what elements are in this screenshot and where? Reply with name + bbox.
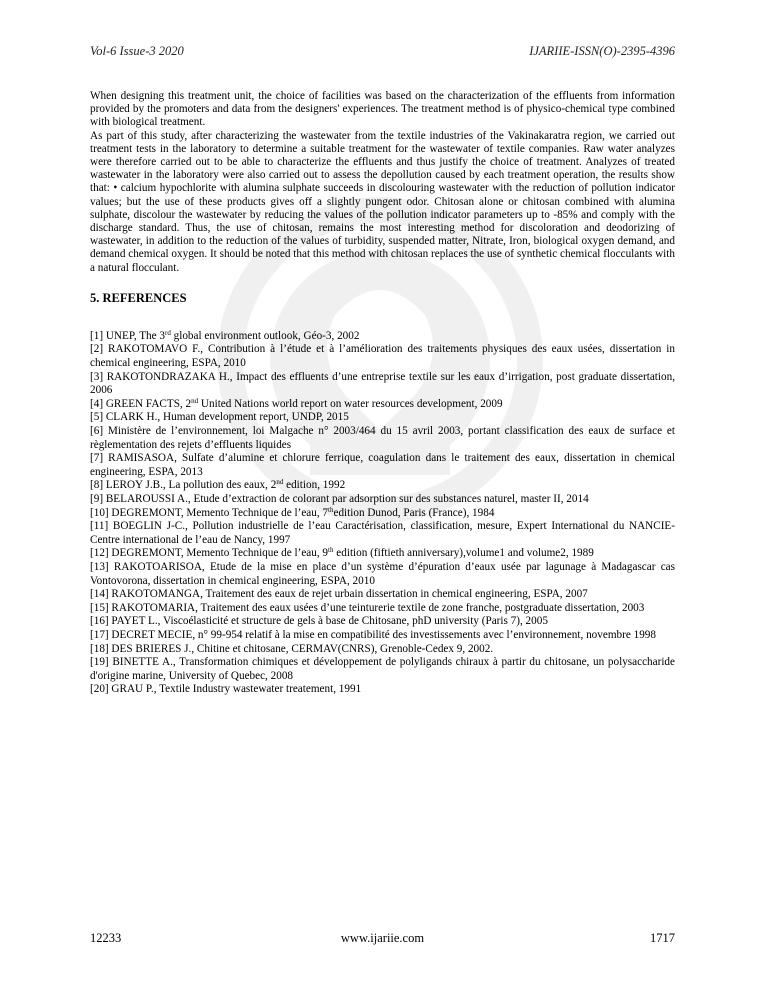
reference-item: [16] PAYET L., Viscoélasticité et structure de gels à base de Chitosane, phD university (Paris 7), 2005 [90, 615, 548, 628]
body-paragraph: When designing this treatment unit, the choice of facilities was based on the characterization of the effluents from information provided by the promoters and data from the designers' experiences. The treatment method is of physico-chemical type combined with biological treatment. [90, 90, 675, 129]
reference-item: [20] GRAU P., Textile Industry wastewater treatement, 1991 [90, 683, 362, 696]
reference-item: [15] RAKOTOMARIA, Traitement des eaux usées d’une teinturerie textile de zone franche, postgraduate dissertation, 2003 [90, 601, 645, 614]
reference-item: [4] GREEN FACTS, 2nd United Nations world report on water resources development, 2009 [90, 396, 503, 410]
reference-item: [19] BINETTE A., Transformation chimiques et développement de polyligands chiraux à partir du chitosane, un polysaccharide d'origine marine, University of Quebec, 2008 [90, 656, 675, 682]
reference-item: [9] BELAROUSSI A., Etude d’extraction de colorant par adsorption sur des substances naturel, master II, 2014 [90, 492, 589, 505]
section-title: 5. REFERENCES [90, 290, 187, 305]
page-header [90, 44, 675, 60]
reference-item: [17] DECRET MECIE, n° 99-954 relatif à la mise en compatibilité des investissements avec l’environnement, novembre 1998 [90, 628, 656, 641]
reference-item: [6] Ministère de l’environnement, loi Malgache n° 2003/464 du 15 avril 2003, portant classification des eaux de surface et règlementation des rejets d’effluents liquides [90, 425, 675, 451]
reference-item: [7] RAMISASOA, Sulfate d’alumine et chlorure ferrique, coagulation dans le traitement des eaux, dissertation in chemical engineering, ESPA, 2013 [90, 452, 675, 478]
page-content [90, 90, 675, 697]
reference-item: [18] DES BRIERES J., Chitine et chitosane, CERMAV(CNRS), Grenoble-Cedex 9, 2002. [90, 642, 494, 655]
reference-list [90, 330, 675, 697]
reference-item: [8] LEROY J.B., La pollution des eaux, 2nd edition, 1992 [90, 478, 346, 492]
body-paragraph: As part of this study, after characterizing the wastewater from the textile industries of the Vakinakaratra region, we carried out treatment tests in the laboratory to determine a suitable treatment for the wastewater of textile companies. Raw water analyzes were therefore carried out to be able to characterize the effluents and thus justify the choice of treatment. Analyzes of treated wastewater in the laboratory were also carried out to assess the depollution caused by each treatment operation, the results show that: • calcium hypochlorite with alumina sulphate succeeds in discolouring wastewater with the reduction of pollution indicator values; but the use of these products gives off a slightly pungent odor. Chitosan alone or chitosan combined with alumina sulphate, discolour the wastewater by reducing the values of the pollution indicator parameters up to -85% and comply with the discharge standard. Thus, the use of chitosan, remains the most interesting method for discoloration and deodorizing of wastewater, in addition to the reduction of the values of turbidity, suspended matter, Nitrate, Iron, biological oxygen demand, and demand chemical oxygen. It should be noted that this method with chitosan replaces the use of synthetic chemical flocculants with a natural flocculant. [90, 129, 675, 274]
reference-item: [13] RAKOTOARISOA, Etude de la mise en place d’un système d’épuration d’eaux usée par lagunage à Madagascar cas Vontovorona, dissertation in chemical engineering, ESPA, 2010 [90, 560, 675, 587]
reference-item: [3] RAKOTONDRAZAKA H., Impact des effluents d’une entreprise textile sur les eaux d’irrigation, post graduate dissertation, 2006 [90, 370, 675, 397]
page-footer [90, 931, 675, 947]
page-number: 1717 [650, 931, 675, 945]
reference-item: [12] DEGREMONT, Memento Technique de l’eau, 9th edition (fiftieth anniversary),volume1 and volume2, 1989 [90, 546, 594, 560]
reference-item: [5] CLARK H., Human development report, UNDP, 2015 [90, 411, 349, 424]
reference-item: [14] RAKOTOMANGA, Traitement des eaux de rejet urbain dissertation in chemical engineering, ESPA, 2007 [90, 588, 588, 601]
reference-item: [1] UNEP, The 3rd global environment outlook, Géo-3, 2002 [90, 328, 360, 342]
journal-issn: IJARIIE-ISSN(O)-2395-4396 [529, 44, 675, 58]
journal-volume: Vol-6 Issue-3 2020 [90, 44, 184, 58]
paper-id: 12233 [90, 931, 122, 945]
reference-item: [11] BOEGLIN J-C., Pollution industrielle de l’eau Caractérisation, classification, mesure, Expert International du NANCIE-Centre international de l’eau de Nancy, 1997 [90, 520, 675, 546]
journal-url[interactable]: www.ijariie.com [340, 931, 425, 945]
reference-item: [10] DEGREMONT, Memento Technique de l’eau, 7thedition Dunod, Paris (France), 1984 [90, 505, 495, 519]
reference-item: [2] RAKOTOMAVO F., Contribution à l’étude et à l’amélioration des traitements physiques des eaux usées, dissertation in chemical engineering, ESPA, 2010 [90, 343, 675, 370]
